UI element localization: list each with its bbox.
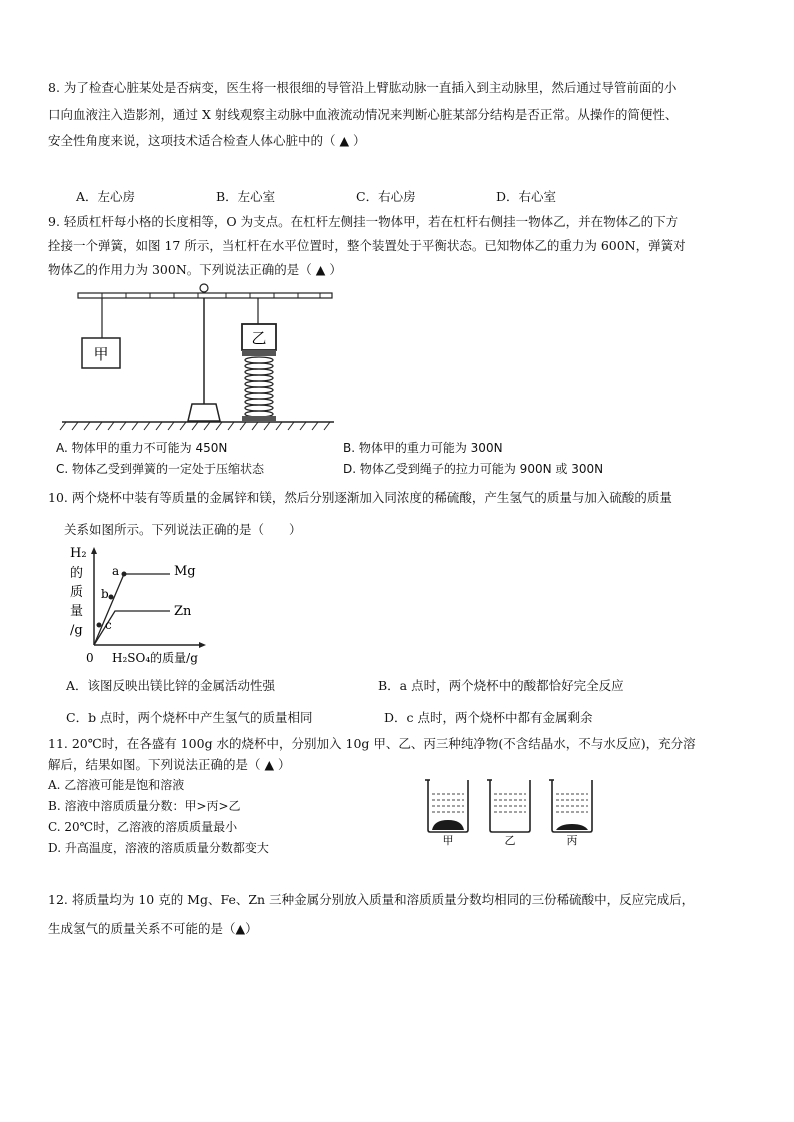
q11-line1: 11. 20℃时，在各盛有 100g 水的烧杯中，分别加入 10g 甲、乙、丙三种纯净物(不含结晶水，不与水反应)，充分溶	[48, 736, 696, 751]
point-a	[122, 572, 127, 577]
graph-x-label: H₂SO₄的质量/g	[112, 651, 198, 665]
q8-line2: 口向血液注入造影剂，通过 X 射线观察主动脉中血液流动情况来判断心脏某部分结构是否正常。从操作的简便性、	[48, 107, 678, 122]
beaker-yi-label: 乙	[504, 834, 516, 847]
block-yi-label: 乙	[251, 329, 267, 347]
graph-y-label-line: 质	[70, 585, 84, 600]
support-base	[188, 404, 220, 421]
q8-line3: 安全性角度来说，这项技术适合检查人体心脏中的（ ▲ ）	[48, 133, 366, 148]
point-c-label: c	[105, 618, 112, 632]
q9-option-a: A. 物体甲的重力不可能为 450N	[56, 441, 228, 455]
ground-hatch	[60, 422, 330, 430]
beaker-bing-label: 丙	[566, 834, 578, 847]
q9-line1: 9. 轻质杠杆每小格的长度相等，O 为支点。在杠杆左侧挂一物体甲，若在杠杆右侧挂一物体乙，并在物体乙的下方	[48, 214, 679, 229]
point-b-label: b	[101, 587, 109, 601]
beaker-jia-icon	[425, 780, 468, 832]
point-c	[97, 623, 102, 628]
block-jia-label: 甲	[93, 345, 109, 363]
point-a-label: a	[112, 564, 120, 578]
q11-option-a: A. 乙溶液可能是饱和溶液	[48, 778, 185, 792]
q10-line2: 关系如图所示。下列说法正确的是（ ）	[64, 522, 302, 537]
h2-graph	[60, 545, 210, 670]
q10-option-c: C．b 点时，两个烧杯中产生氢气的质量相同	[66, 710, 313, 725]
y-axis-arrow-icon	[91, 547, 97, 554]
q8-option-c: C．右心房	[356, 189, 416, 204]
q8-option-a: A．左心房	[76, 189, 136, 204]
graph-y-label-line: /g	[70, 623, 83, 638]
q9-line3: 物体乙的作用力为 300N。下列说法正确的是（ ▲ ）	[48, 262, 342, 277]
q9-option-b: B. 物体甲的重力可能为 300N	[343, 441, 503, 455]
q12-line2: 生成氢气的质量关系不可能的是（▲）	[48, 921, 258, 936]
q10-option-d: D．c 点时，两个烧杯中都有金属剩余	[384, 710, 593, 725]
mg-label: Mg	[174, 564, 196, 579]
q11-option-c: C. 20℃时，乙溶液的溶质质量最小	[48, 820, 238, 834]
q10-line1: 10. 两个烧杯中装有等质量的金属锌和镁，然后分别逐渐加入同浓度的稀硫酸，产生氢气的质量与加入硫酸的质量	[48, 490, 672, 505]
graph-origin: 0	[86, 651, 94, 665]
pivot-icon	[200, 284, 208, 292]
graph-y-label-line: 的	[70, 566, 84, 581]
q11-option-d: D. 升高温度，溶液的溶质质量分数都变大	[48, 841, 269, 855]
q8-option-d: D．右心室	[496, 189, 557, 204]
q9-option-d: D. 物体乙受到绳子的拉力可能为 900N 或 300N	[343, 462, 604, 476]
point-b	[109, 595, 114, 600]
spring-top-plate	[242, 350, 276, 356]
graph-y-label	[70, 546, 87, 638]
q12-line1: 12. 将质量均为 10 克的 Mg、Fe、Zn 三种金属分别放入质量和溶质质量分数均相同的三份稀硫酸中，反应完成后，	[48, 892, 695, 907]
beaker-yi-icon	[487, 780, 530, 832]
spring-bottom-plate	[242, 416, 276, 421]
x-axis-arrow-icon	[199, 642, 206, 648]
q8-option-b: B．左心室	[216, 189, 276, 204]
zn-label: Zn	[174, 604, 192, 619]
lever-bar	[78, 293, 332, 298]
q11-option-b: B. 溶液中溶质质量分数：甲>丙>乙	[48, 799, 241, 813]
q10-option-b: B．a 点时，两个烧杯中的酸都恰好完全反应	[378, 678, 624, 693]
beaker-bing-icon	[549, 780, 592, 832]
beaker-jia-label: 甲	[442, 834, 454, 847]
lever-figure	[58, 280, 348, 432]
q9-line2: 拴接一个弹簧，如图 17 所示，当杠杆在水平位置时，整个装置处于平衡状态。已知物体乙的重力为 600N，弹簧对	[48, 238, 686, 253]
q9-option-c: C. 物体乙受到弹簧的一定处于压缩状态	[56, 462, 265, 476]
graph-y-label-line: H₂	[70, 546, 87, 561]
q8-line1: 8. 为了检查心脏某处是否病变，医生将一根很细的导管沿上臂肱动脉一直插入到主动脉里，然后通过导管前面的小	[48, 80, 677, 95]
q10-option-a: A．该图反映出镁比锌的金属活动性强	[66, 678, 276, 693]
mg-line	[94, 574, 170, 645]
spring-coil-icon	[245, 357, 273, 417]
beakers-figure	[420, 772, 610, 852]
graph-y-label-line: 量	[70, 604, 84, 619]
q11-line2: 解后，结果如图。下列说法正确的是（ ▲ ）	[48, 757, 291, 772]
